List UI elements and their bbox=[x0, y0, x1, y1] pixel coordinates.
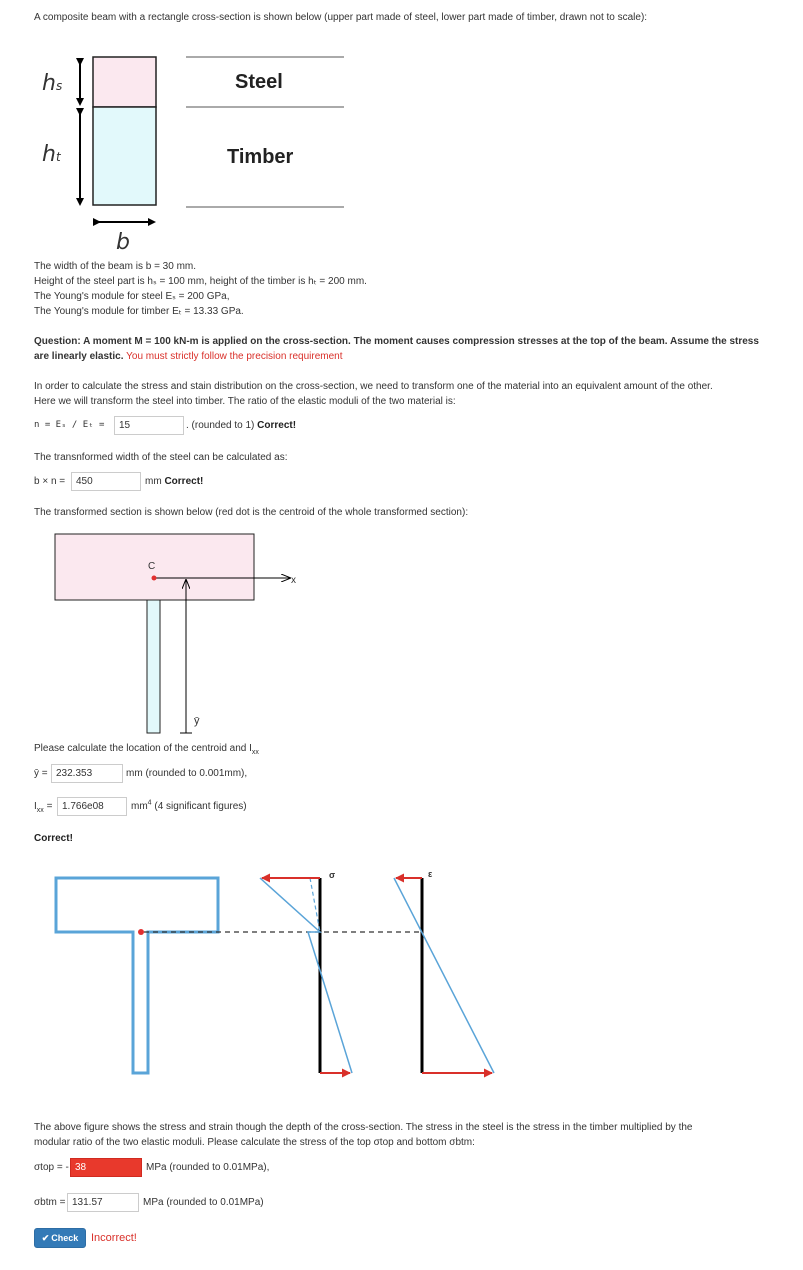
timber-label: Timber bbox=[227, 146, 294, 168]
steel-label: Steel bbox=[235, 71, 283, 93]
check-button-label: Check bbox=[51, 1233, 79, 1243]
ratio-label: n = Eₛ / Eₜ = bbox=[34, 420, 105, 430]
centroid-c-label: C bbox=[148, 561, 156, 572]
stress-profile bbox=[260, 878, 352, 1073]
ratio-hint: . (rounded to 1) bbox=[186, 420, 255, 431]
precision-warning: You must strictly follow the precision requirement bbox=[126, 351, 343, 362]
sigma-btm-label: σbtm = bbox=[34, 1197, 66, 1208]
ixx-unit-row: $mm^4$ (4 significant figures) bbox=[131, 799, 247, 812]
x-axis-label: x bbox=[291, 575, 296, 586]
ybar-label: ȳ = bbox=[34, 768, 48, 779]
ht-label: ht bbox=[42, 142, 61, 167]
width-label: b × n = bbox=[34, 476, 66, 487]
question-text: Question: A moment M = 100 kN-m is applied on the cross-section. The moment causes compression stresses at the top of the beam. Assume the stress are linearly elastic. bbox=[34, 336, 759, 362]
width-intro: The transnformed width of the steel can be calculated as: bbox=[34, 452, 288, 463]
transform-line1: In order to calculate the stress and stain distribution on the cross-section, we need to transform one of the material into an equivalent amount of the other. bbox=[34, 381, 713, 392]
section-intro: The transformed section is shown below (red dot is the centroid of the whole transformed section): bbox=[34, 507, 469, 518]
sigma-top-hint: MPa (rounded to 0.01MPa), bbox=[146, 1162, 270, 1173]
b-label: b bbox=[116, 230, 130, 255]
ybar-figure-label: ȳ bbox=[194, 715, 200, 727]
sigma-btm-hint: MPa (rounded to 0.01MPa) bbox=[143, 1197, 264, 1208]
sigma-label: σ bbox=[329, 870, 336, 880]
width-status: Correct! bbox=[164, 476, 204, 487]
check-button[interactable] bbox=[34, 1228, 86, 1248]
sigma-btm-input[interactable] bbox=[67, 1193, 139, 1212]
hs-label: hs bbox=[42, 71, 63, 96]
given-heights: Height of the steel part is hₛ = 100 mm, height of the timber is hₜ = 200 mm. bbox=[34, 276, 367, 287]
stress-line1: The above figure shows the stress and strain though the depth of the cross-section. The stress in the steel is the stress in the timber multiplied by the bbox=[34, 1122, 693, 1133]
given-width: The width of the beam is b = 30 mm. bbox=[34, 261, 197, 272]
intro-text: A composite beam with a rectangle cross-section is shown below (upper part made of steel, lower part made of timber, drawn not to scale): bbox=[34, 12, 648, 23]
checkmark-icon: ✔ bbox=[41, 1232, 50, 1243]
t-section-outline bbox=[56, 878, 218, 1073]
epsilon-label: ε bbox=[428, 869, 433, 879]
width-unit: mm bbox=[145, 476, 162, 487]
centroid-prompt: Please calculate the location of the centroid and $I_{xx}$ bbox=[34, 743, 259, 756]
centroid-status: Correct! bbox=[34, 833, 73, 844]
t-centroid-dot bbox=[138, 929, 144, 935]
ratio-status: Correct! bbox=[257, 420, 297, 431]
sigma-top-input[interactable] bbox=[70, 1158, 142, 1177]
transform-line2: Here we will transform the steel into timber. The ratio of the elastic moduli of the two material is: bbox=[34, 396, 456, 407]
given-steel-modulus: The Young's module for steel Eₛ = 200 GPa, bbox=[34, 291, 230, 302]
sigma-top-label: σtop = - bbox=[34, 1162, 69, 1173]
given-timber-modulus: The Young's module for timber Eₜ = 13.33 GPa. bbox=[34, 306, 244, 317]
stress-line2: modular ratio of the two elastic moduli. Please calculate the stress of the top σtop and bottom σbtm: bbox=[34, 1137, 475, 1148]
ixx-label: $I_{xx}$ = bbox=[34, 801, 53, 814]
ybar-hint: mm (rounded to 0.001mm), bbox=[126, 768, 248, 779]
strain-profile bbox=[394, 878, 494, 1073]
result-status: Incorrect! bbox=[91, 1232, 137, 1244]
